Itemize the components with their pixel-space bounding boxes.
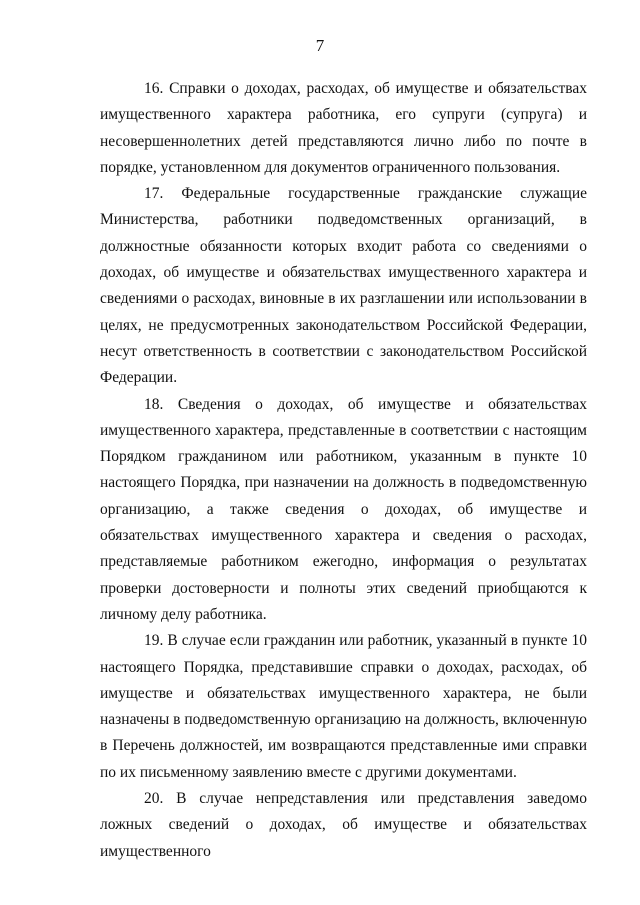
paragraph-17: 17. Федеральные государственные гражданские служащие Министерства, работники подведомственных организаций, в должностные обязанности которых входит работа со сведениями о доходах, об имуществе и обязательствах имущественного характера и сведениями о расходах, виновные в их разглашении или использовании в целях, не предусмотренных законодательством Российской Федерации, несут ответственность в соответствии с законодательством Российской Федерации. [100, 185, 587, 387]
paragraph-20: 20. В случае непредставления или представления заведомо ложных сведений о доходах, об имуществе и обязательствах имущественного [100, 790, 587, 860]
paragraph-19: 19. В случае если гражданин или работник, указанный в пункте 10 настоящего Порядка, представившие справки о доходах, расходах, об имуществе и обязательствах имущественного характера, не были назначены в подведомственную организацию на должность, включенную в Перечень должностей, им возвращаются представленные ими справки по их письменному заявлению вместе с другими документами. [100, 632, 587, 781]
paragraph-18: 18. Сведения о доходах, об имуществе и обязательствах имущественного характера, представленные в соответствии с настоящим Порядком гражданином или работником, указанным в пункте 10 настоящего Порядка, при назначении на должность в подведомственную организацию, а также сведения о доходах, об имуществе и обязательствах имущественного характера и сведения о расходах, представляемые работником ежегодно, информация о результатах проверки достоверности и полноты этих сведений приобщаются к личному делу работника. [100, 395, 587, 623]
page-number: 7 [315, 36, 325, 55]
document-body [100, 76, 587, 865]
paragraph-16: 16. Справки о доходах, расходах, об имуществе и обязательствах имущественного характера работника, его супруги (супруга) и несовершеннолетних детей представляются лично либо по почте в порядке, установленном для документов ограниченного пользования. [100, 80, 587, 176]
